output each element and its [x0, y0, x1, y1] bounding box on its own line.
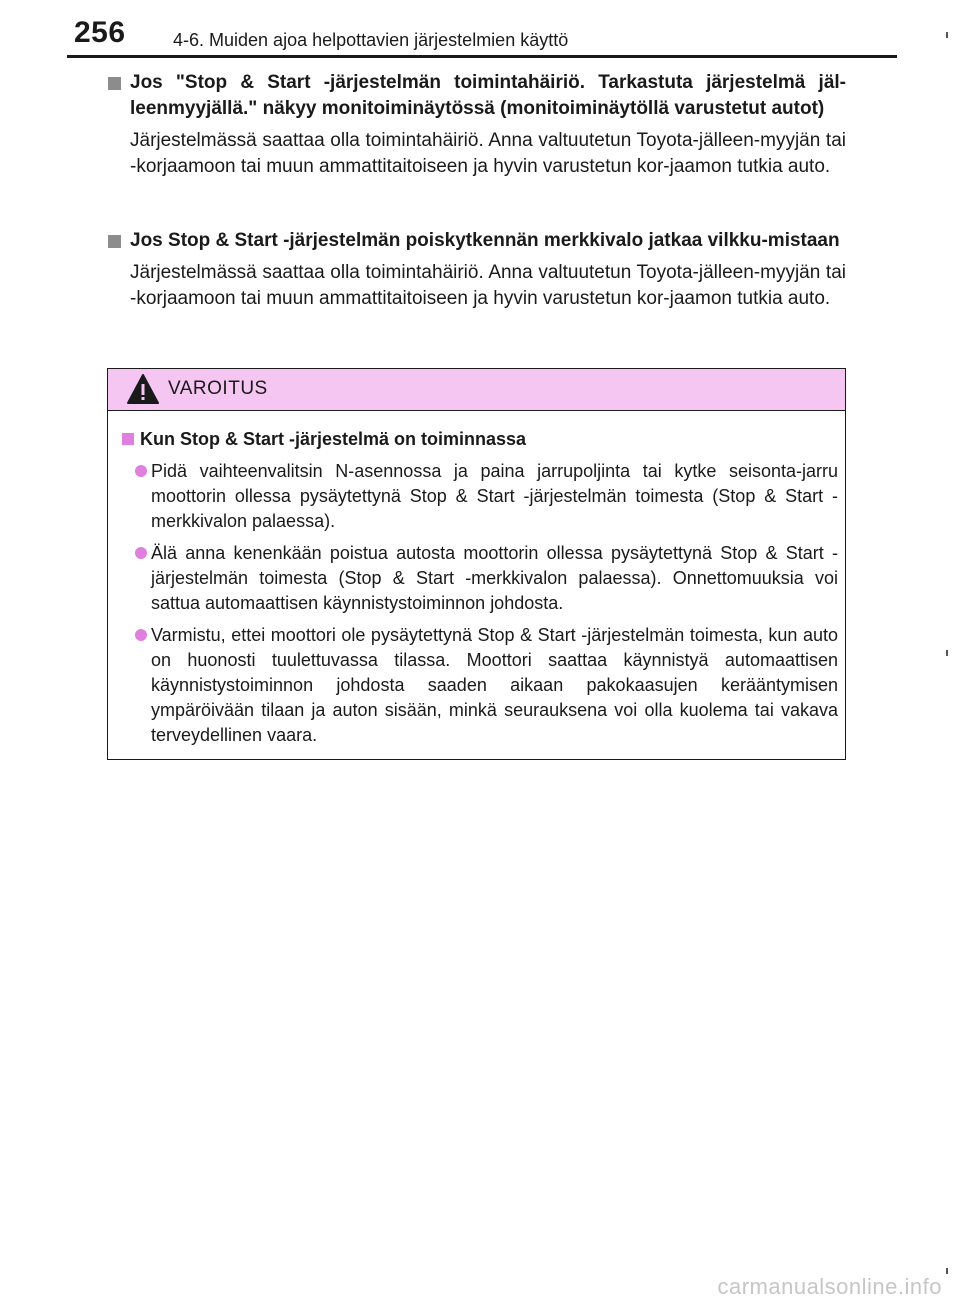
- round-bullet-icon: [135, 629, 147, 641]
- warning-heading: [122, 427, 838, 452]
- section-indicator-blinking: [108, 228, 846, 312]
- square-bullet-icon: [108, 77, 121, 90]
- square-bullet-icon: [122, 433, 134, 445]
- warning-bullet-text: Älä anna kenenkään poistua autosta moottorin ollessa pysäytettynä Stop & Start -järjestelmän toimesta (Stop & Start -merkkivalon palaessa). Onnettomuuksia voi sattua automaattisen käynnistystoiminnon johdosta.: [151, 543, 838, 613]
- watermark: carmanualsonline.info: [717, 1274, 942, 1299]
- warning-bullet-text: Varmistu, ettei moottori ole pysäytettynä Stop & Start -järjestelmän toimesta, kun auto on huonosti tuulettuvassa tilassa. Moottori saattaa käynnistyä automaattisen käynnistystoiminnon johdosta saaden aikaan pakokaasujen kerääntymisen ympäröivään tilaan ja auton sisään, minkä seurauksena voi olla kuolema tai vakava terveydellinen vaara.: [151, 625, 838, 745]
- warning-box: [107, 368, 846, 760]
- section-body: Järjestelmässä saattaa olla toimintahäiriö. Anna valtuutetun Toyota-jälleen-myyjän tai -korjaamoon tai muun ammattitaitoiseen ja hyvin varustetun kor-jaamon tutkia auto.: [130, 130, 846, 177]
- section-heading: [108, 228, 846, 254]
- warning-triangle-icon: [126, 373, 160, 405]
- warning-bullet: [122, 459, 838, 534]
- section-body: Järjestelmässä saattaa olla toimintahäiriö. Anna valtuutetun Toyota-jälleen-myyjän tai -korjaamoon tai muun ammattitaitoiseen ja hyvin varustetun kor-jaamon tutkia auto.: [130, 262, 846, 309]
- crop-mark: [946, 650, 948, 656]
- round-bullet-icon: [135, 465, 147, 477]
- warning-bullet-text: Pidä vaihteenvalitsin N-asennossa ja paina jarrupoljinta tai kytke seisonta-jarru moottorin ollessa pysäytettynä Stop & Start -järjestelmän toimesta (Stop & Start -merkkivalon palaessa).: [151, 461, 838, 531]
- warning-heading-text: Kun Stop & Start -järjestelmä on toiminnassa: [140, 429, 527, 449]
- warning-content: [122, 427, 838, 748]
- page-number: 256: [74, 16, 126, 49]
- crop-mark: [946, 1268, 948, 1274]
- square-bullet-icon: [108, 235, 121, 248]
- warning-bullet: [122, 623, 838, 748]
- header-rule: [67, 55, 897, 58]
- section-heading-text: Jos Stop & Start -järjestelmän poiskytkennän merkkivalo jatkaa vilkku-mistaan: [130, 230, 840, 251]
- round-bullet-icon: [135, 547, 147, 559]
- warning-title: VAROITUS: [168, 378, 268, 399]
- crop-mark: [946, 32, 948, 38]
- running-header: 4-6. Muiden ajoa helpottavien järjestelmien käyttö: [173, 30, 569, 50]
- section-heading-text: Jos "Stop & Start -järjestelmän toimintahäiriö. Tarkastuta järjestelmä jäl-leenmyyjällä." näkyy monitoiminäytössä (monitoiminäytöllä varustetut autot): [130, 72, 846, 119]
- section-error-message: [108, 70, 846, 180]
- section-heading: [108, 70, 846, 122]
- warning-bullet: [122, 541, 838, 616]
- warning-header: [108, 369, 845, 411]
